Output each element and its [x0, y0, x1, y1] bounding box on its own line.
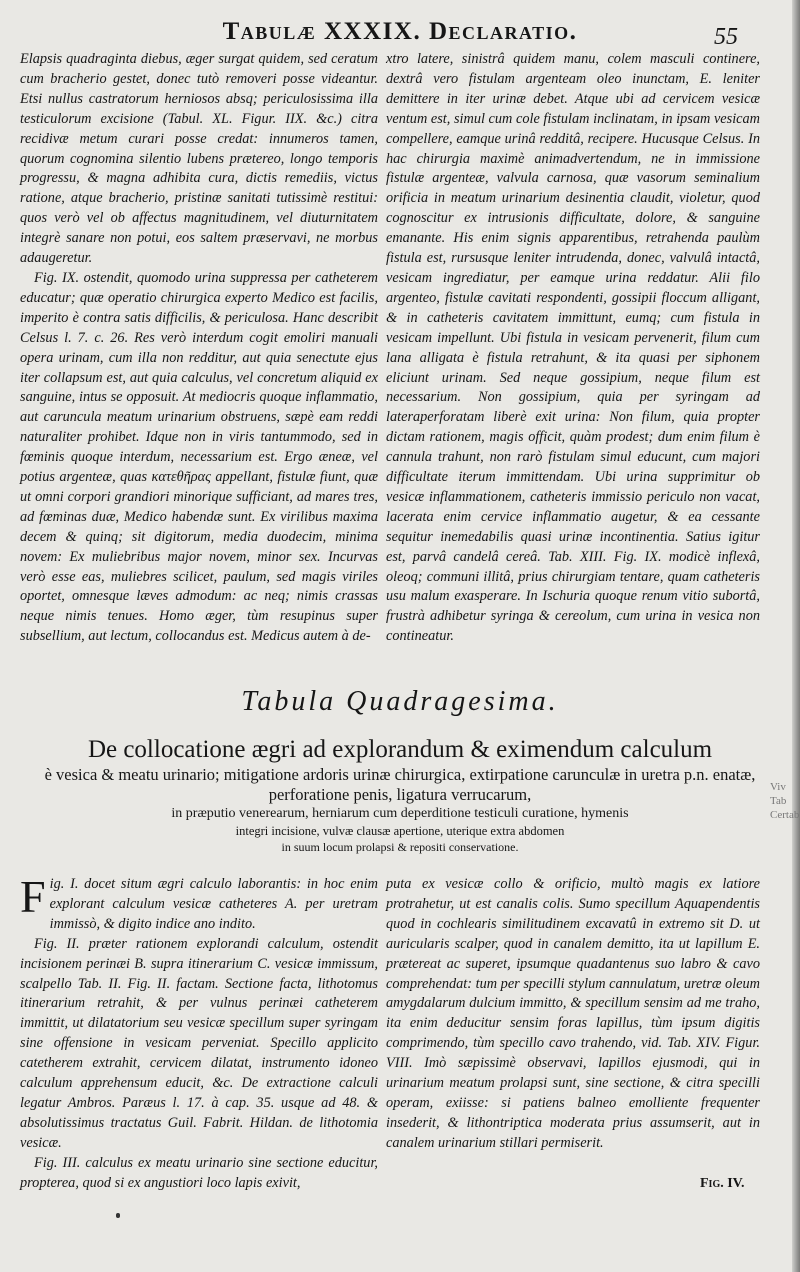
subtitle-line-2: è vesica & meatu urinario; mitigatione ardoris urinæ chirurgica, extirpatione carunculæ in uretra p.n. enatæ, perforatione penis, ligatura verrucarum, [44, 765, 756, 804]
top-right-column [386, 50, 760, 647]
section-subtitle [40, 735, 760, 855]
paragraph: Elapsis quadraginta diebus, æger surgat quidem, sed ceratum cum bracherio gestet, donec tutò removeri posse videantur. Etsi nullus castratorum herniosos absq; periculosissima illa testiculorum excisione (Tabul. XL. Figur. IIX. &c.) citra recidivæ metum curari posse credat: innumeros tamen, quorum cognomina silentio lubens prætereo, longo temporis progressu, & magna adhibita cura, dictis remediis, victus ratione, atque bracherio, pristinæ sanitati tutissimè restitui: quos verò vel ob affectus magnitudinem, vel diuturnitatem integrè sanare non potui, eos saltem præservavi, ne morbus adaugeretur. [20, 51, 378, 267]
subtitle-line-5: in suum locum prolapsi & repositi conservatione. [281, 840, 519, 854]
bottom-left-column [20, 871, 378, 1194]
paragraph: puta ex vesicæ collo & orificio, multò magis ex latiore protrahetur, ut est canalis colis. Sumo specillum Aquapendentis quod in cochlearis similitudinem excavatû in extremo sit D. ut auricularis scalper, quod in canalem demitto, ita ut lapillum E. prætereat ac superet, ipsumque quadantenus suo labro & cavo comprehendat: tum per specilli stylum cannulatum, uretræ oleum amygdalarum dulcium immitto, & specillum sensim ad me traho, ita enim deducitur sensim foras lapillus, tùm ipsum digitis comprimendo, tùm specillo cavo trahendo, vid. Tab. XIV. Figur. VIII. Imò sæpissimè observavi, lapillos ejusmodi, qui in urinarium meatum prolapsi sunt, sine sectione, & citra specilli operam, exiisse: si patiens balneo emolliente frequenter insederit, & lithontriptica moderata prius assumserit, aut in canalem urinarium stillari permiserit. [386, 876, 760, 1151]
paragraph-fig-ix: Fig. IX. ostendit, quomodo urina suppressa per catheterem educatur; quæ operatio chirurgica experto Medico est facilis, imperito è contra satis difficilis, & periculosa. Hanc describit Celsus l. 7. c. 26. Res verò interdum cogit emoliri manuali opera urinam, cum illa non redditur, aut quia senectute ejus iter collapsum est, aut quia calculus, vel concretum aliquid ex sanguine, intus se opposuit. At mediocris quoque inflammatio, aut caruncula meatum urinarium obstruens, sæpè eam reddi naturaliter prohibet. Idque non in viris tantummodo, sed in fœminis quoque interdum, necessarium est. Ergo æneæ, vel potius argenteæ, quas κατεθῆρας appellant, fistulæ fiunt, quæ ut omni corpori grandiori minorique sufficiant, ad mares tres, ad fœminas duæ, Medico habendæ sunt. Ex virilibus maxima decem & quinq; sit digitorum, media duodecim, minima novem: Ex muliebribus major novem, minor sex. Incurvas verò esse eas, muliebres scilicet, paulum, sed magis viriles oportet, omnesque læves admodum: ac neq; nimis crassas neque nimis tenues. Homo æger, tùm resupinus super subsellium, aut lectum, collocandus est. Medicus autem à de- [20, 269, 378, 645]
table-title: Tabula Quadragesima. [241, 686, 559, 717]
paragraph-fig-i [20, 871, 378, 935]
margin-fragments [770, 780, 800, 822]
subtitle-line-3: in præputio venerearum, herniarum cum deperditione testiculi curatione, hymenis [171, 806, 629, 821]
running-header: Tabulæ XXXIX. Declaratio. [222, 18, 578, 45]
catchword: Fig. IV. [700, 1176, 745, 1191]
page-edge-shadow [792, 0, 800, 1272]
page-number: 55 [714, 24, 738, 50]
drop-cap: F [20, 871, 46, 922]
subtitle-line-4: integri incisione, vulvæ clausæ apertione, uterique extra abdomen [235, 824, 565, 838]
subtitle-line-1: De collocatione ægri ad explorandum & eximendum calculum [87, 736, 713, 763]
paragraph-fig-ii: Fig. II. præter rationem explorandi calculum, ostendit incisionem perinæi B. supra itinerarium C. vesicæ immissum, scalpello Tab. II. Fig. II. factam. Sectione facta, lithotomus itinerarium retrahit, & per vulnus perinæi catheterem immittit, ut dilatatorium seu vesicæ specillum super syringam sine offensione in vesicam perveniat. Specillo applicito catetherem extrahit, cervicem dilatat, instrumento idoneo calculum apprehensum educit, &c. De extractione calculi legatur Ambros. Paræus l. 17. à cap. 35. usque ad 48. & absolutissimus tractatus Guil. Fabrit. Hildan. de lithotomia vesicæ. [20, 935, 378, 1151]
top-left-column [20, 50, 378, 647]
paragraph: xtro latere, sinistrâ quidem manu, colem masculi continere, dextrâ vero fistulam argenteam oleo inunctam, E. leniter demittere in iter urinæ debet. Atque ubi ad cervicem vesicæ ventum est, simul cum cole fistulam inclinatam, in ipsam vesicam compellere, eamque urinâ redditâ, recipere. Hucusque Celsus. In hac chirurgia maximè animadvertendum, ne in immissione fistulæ argenteæ, valvula carnosa, quæ vasorum seminalium orificia in meatum urinarium desinentia claudit, violetur, quod cognoscitur ex intrusionis difficultate, dolore, & sanguine emanante. His enim signis apparentibus, retrahenda paulùm fistula est, rursusque leniter intrudenda, donec, valvulâ intactâ, vesicam ingrediatur, per eamque urina reddatur. Alii filo argenteo, fistulæ cavitati respondenti, gossipii floccum alligant, & in catheteris cavitatem immittunt, eumq; cum fistula in vesicam impellunt. Ubi fistula in vesicam pervenerit, filum cum lana alligata è fistula retrahunt, & ita quasi per siphonem eliciunt urinam. Sed neque gossipium, neque filum est necessarium. Non gossipium, quia per syringam ad lateraperforatam liberè exit urina: Non filum, quia propter dictam rationem, magis officit, quàm prodest; dum enim filum è cannula trahunt, non rarò fistulam simul educunt, cum majori difficultate iterum immittendam. Ubi urina supprimitur ob vesicæ inflammationem, catheteris immissio periculo non vacat, lacerata enim cervice inflammatio augetur, & ea cessante sequitur inemedabilis quasi urinæ incontinentia. Satius igitur est, parvâ candelâ cereâ. Tab. XIII. Fig. IX. modicè inflexâ, oleoq; communi illitâ, prius chirurgiam tentare, quam catheteris usu malum exasperare. In Ischuria quoque renum vitio subortâ, frustrà adhibetur syringa & cereolum, cum urina in vesica non contineatur. [386, 51, 760, 645]
paragraph-fig-iii: Fig. III. calculus ex meatu urinario sine sectione educitur, propterea, quod si ex angustiori loco lapis exivit, [20, 1154, 378, 1191]
ink-speck [116, 1213, 120, 1218]
margin-fragment: Certab [770, 809, 800, 821]
margin-fragment: Viv [770, 781, 786, 793]
margin-fragment: Tab [770, 795, 787, 807]
fig-i-text: ig. I. docet situm ægri calculo laborantis: in hoc enim explorant calculum vesicæ catheteres A. per uretram immissò, & digito indice ano indito. [49, 876, 378, 932]
bottom-right-column [386, 875, 760, 1154]
